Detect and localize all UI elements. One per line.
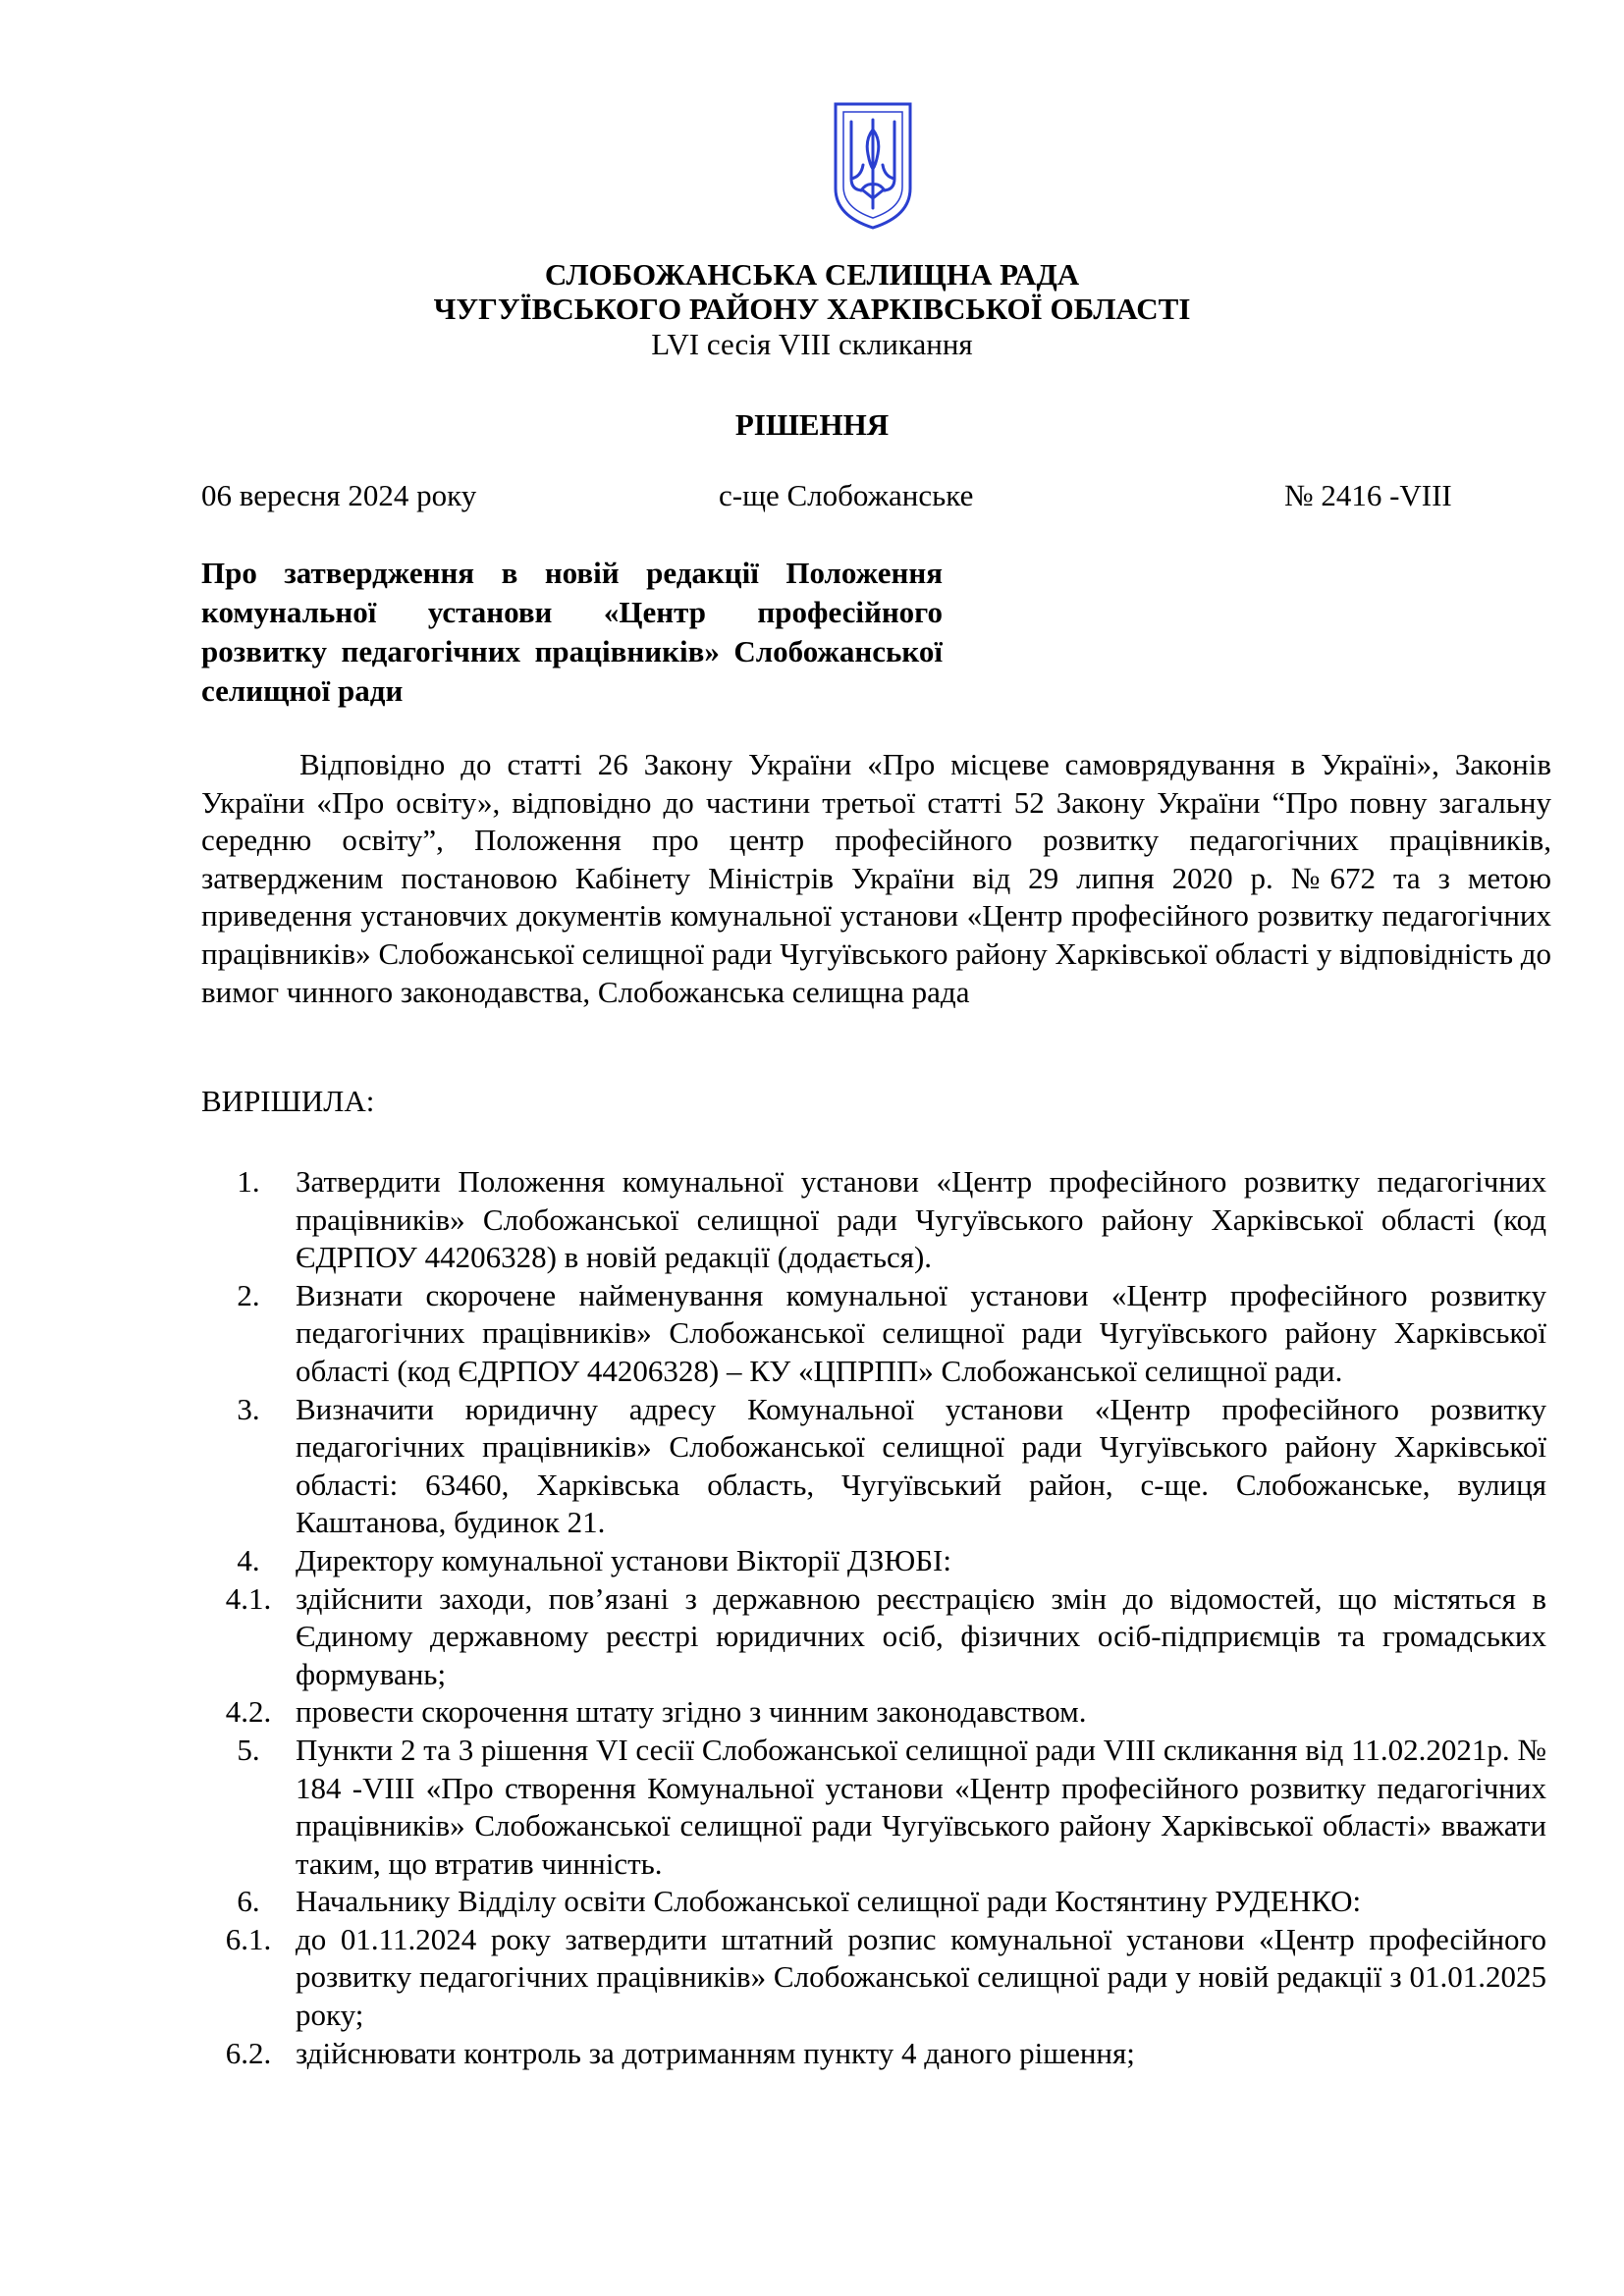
- item-number: 2.: [237, 1277, 260, 1312]
- district-name: ЧУГУЇВСЬКОГО РАЙОНУ ХАРКІВСЬКОЇ ОБЛАСТІ: [433, 292, 1191, 326]
- list-item: [201, 1163, 1546, 1277]
- item-number: 6.: [237, 1884, 260, 1919]
- item-number: 6.2.: [225, 2035, 272, 2070]
- decision-place: с-ще Слобожанське: [719, 478, 974, 512]
- council-name: СЛОБОЖАНСЬКА СЕЛИЩНА РАДА: [544, 257, 1080, 292]
- list-item: [201, 1693, 1546, 1732]
- list-item: [201, 1542, 1546, 1580]
- session-info: LVI сесія VIII скликання: [651, 327, 973, 361]
- item-text: здійснювати контроль за дотриманням пункту 4 даного рішення;: [296, 2035, 1135, 2070]
- item-number: 4.1.: [225, 1580, 272, 1616]
- item-text: Затвердити Положення комунальної установи «Центр професійного розвитку педагогічних працівників» Слобожанської селищної ради Чугуївського району Харківської області (код ЄДРПОУ 44206328) в новій редакції (додається).: [296, 1164, 1546, 1275]
- item-number: 1.: [237, 1164, 260, 1199]
- preamble-paragraph: Відповідно до статті 26 Закону України «Про місцеве самоврядування в Україні», Законів України «Про освіту», відповідно до частини третьої статті 52 Закону України “Про повну загальну середню освіту”, Положення про центр професійного розвитку педагогічних працівників, затвердженим постановою Кабінету Міністрів України від 29 липня 2020 р. №672 та з метою приведення установчих документів комунальної установи «Центр професійного розвитку педагогічних працівників» Слобожанської селищної ради Чугуївського району Харківської області у відповідність до вимог чинного законодавства, Слобожанська селищна рада: [201, 747, 1551, 1009]
- list-item: [201, 1277, 1546, 1391]
- item-number: 6.1.: [225, 1921, 272, 1956]
- list-item: [201, 2035, 1546, 2073]
- item-text: Директору комунальної установи Вікторії ДЗЮБІ:: [296, 1542, 951, 1577]
- item-number: 4.: [237, 1542, 260, 1577]
- item-text: Визначити юридичну адресу Комунальної установи «Центр професійного розвитку педагогічних працівників» Слобожанської селищної ради Чугуївського району Харківської області: 63460, Харківська область, Чугуївський район, с-ще. Слобожанське, вулиця Каштанова, будинок 21.: [296, 1391, 1546, 1540]
- decision-subject: Про затвердження в новій редакції Положення комунальної установи «Центр професійного розвитку педагогічних працівників» Слобожанської селищної ради: [201, 556, 943, 708]
- item-text: до 01.11.2024 року затвердити штатний розпис комунальної установи «Центр професійного розвитку педагогічних працівників» Слобожанської селищної ради у новій редакції з 01.01.2025 року;: [296, 1921, 1546, 2033]
- list-item: [201, 1732, 1546, 1883]
- decision-date: 06 вересня 2024 року: [201, 478, 477, 512]
- document-type: РІШЕННЯ: [734, 407, 890, 442]
- decision-items: [201, 1163, 1546, 2072]
- list-item: [201, 1580, 1546, 1694]
- decision-number: № 2416 -VIII: [1284, 478, 1452, 512]
- list-item: [201, 1921, 1546, 2035]
- item-text: здійснити заходи, пов’язані з державною реєстрацією змін до відомостей, що містяться в Єдиному державному реєстрі юридичних осіб, фізичних осіб-підприємців та громадських формувань;: [296, 1580, 1546, 1691]
- tryzub-emblem-icon: [832, 100, 914, 232]
- item-number: 4.2.: [225, 1694, 272, 1730]
- item-text: Визнати скорочене найменування комунальної установи «Центр професійного розвитку педагогічних працівників» Слобожанської селищної ради Чугуївського району Харківської області (код ЄДРПОУ 44206328) – КУ «ЦПРПП» Слобожанської селищної ради.: [296, 1277, 1546, 1388]
- list-item: [201, 1883, 1546, 1921]
- item-number: 5.: [237, 1732, 260, 1767]
- item-text: провести скорочення штату згідно з чинним законодавством.: [296, 1694, 1087, 1730]
- item-text: Начальнику Відділу освіти Слобожанської селищної ради Костянтину РУДЕНКО:: [296, 1884, 1362, 1919]
- item-number: 3.: [237, 1391, 260, 1426]
- list-item: [201, 1391, 1546, 1542]
- resolved-heading: ВИРІШИЛА:: [201, 1084, 375, 1118]
- item-text: Пункти 2 та 3 рішення VI сесії Слобожанської селищної ради VIII скликання від 11.02.2021р. № 184 -VIII «Про створення Комунальної установи «Центр професійного розвитку педагогічних працівників» Слобожанської селищної ради Чугуївського району Харківської області» вважати таким, що втратив чинність.: [296, 1732, 1546, 1881]
